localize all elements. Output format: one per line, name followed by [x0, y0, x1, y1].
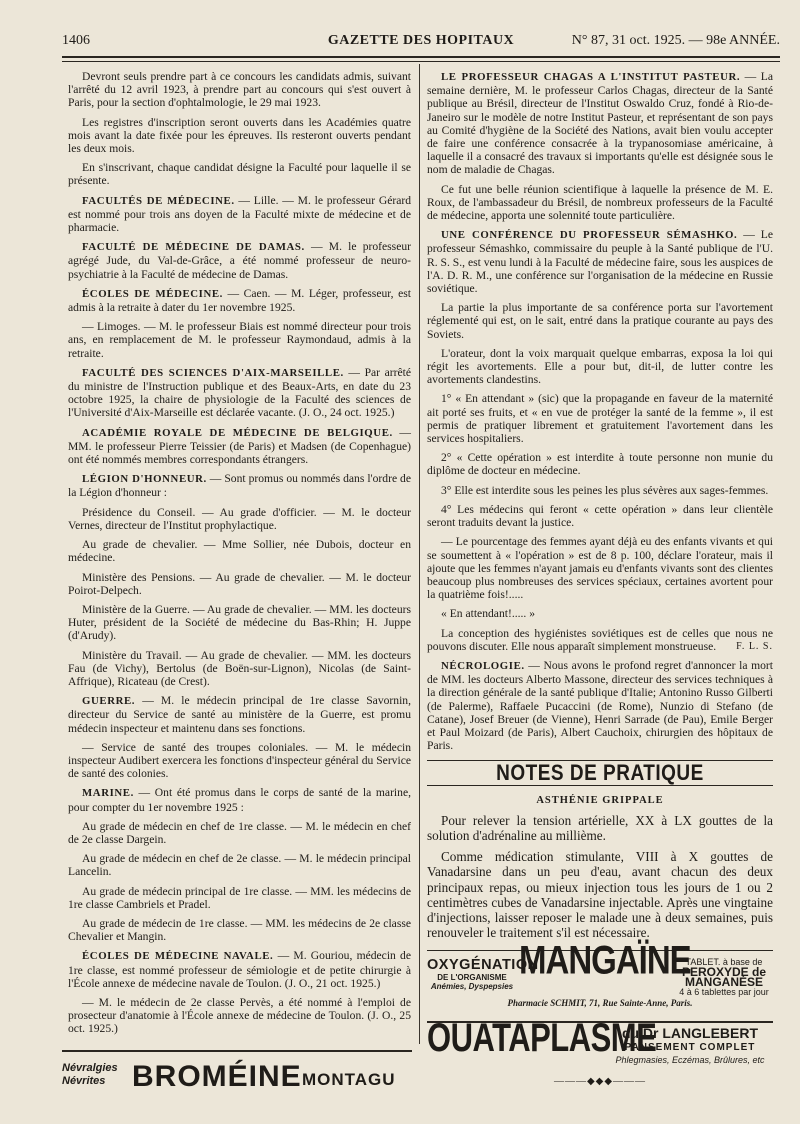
left-paragraph: [68, 786, 411, 813]
left-heading: ÉCOLES DE MÉDECINE NAVALE.: [82, 950, 274, 963]
left-text: — M. Gouriou, médecin de 1re classe, est nommé professeur de sémiologie et de petite chirurgie à l'École annexe de médecine navale de Toulon. (J. O., 21 oct. 1925.): [68, 949, 411, 990]
ouataplasme-indications: Phlegmasies, Eczémas, Brûlures, etc: [615, 1054, 765, 1065]
left-paragraph: [68, 506, 411, 532]
left-heading: MARINE.: [82, 787, 134, 800]
ouataplasme-maker: du Dr LANGLEBERT: [621, 1025, 759, 1042]
right-text: 4° Les médecins qui feront « cette opération » dans leur clientèle seront traduits devant la justice.: [427, 502, 773, 530]
bromeine-indication-1: Névralgies: [62, 1062, 118, 1074]
left-text: Présidence du Conseil. — Au grade d'officier. — M. le docteur Vernes, directeur de l'Institut prophylactique.: [68, 505, 411, 532]
right-text: La conception des hygiénistes soviétiques est de celles que nous ne pouvons discuter. Elle nous apparaît simplement monstrueuse.: [427, 626, 773, 653]
mangaine-tagline-2: DE L'ORGANISME: [437, 972, 507, 982]
notes-paragraph: Pour relever la tension artérielle, XX à LX gouttes de la solution d'adrénaline au millième.: [427, 812, 773, 843]
right-paragraph: [427, 392, 773, 445]
left-paragraph: [68, 287, 411, 314]
left-heading: FACULTÉ DE MÉDECINE DE DAMAS.: [82, 241, 305, 254]
right-text: — Le professeur Sémashko, commissaire du peuple à la Santé publique de l'U. R. S. S., est venu lundi à la Faculté de médecine faire, sous les auspices de l'A. D. R. M., une conférence sur l'organisation de la médecine en Russie soviétique.: [427, 228, 773, 296]
left-text: — Limoges. — M. le professeur Biais est nommé directeur pour trois ans, en remplacement de M. le professeur Raymondaud, admis à la retraite.: [68, 320, 411, 360]
column-separator: [419, 64, 420, 1044]
mangaine-brand: MANGAÏNE: [519, 937, 691, 983]
right-paragraph: [427, 183, 773, 223]
left-paragraph: [68, 820, 411, 846]
right-text: — La semaine dernière, M. le professeur Carlos Chagas, directeur de la Santé publique au Brésil, directeur de l'Institut Oswaldo Cruz, fondé à Rio-de-Janeiro sur le modèle de notre Institut Pasteur, et représentant de son pays au Comité d'hygiène de la Société des Nations, avait bien voulu accepter de faire une conférence consacrée à la trypanosomiase américaine, à laquelle il a consacré des travaux si importants qu'elle est désignée sous le nom de maladie de Chagas.: [427, 70, 773, 177]
ouataplasme-brand: OUATAPLASME: [427, 1015, 657, 1061]
left-paragraph: [68, 649, 411, 689]
right-text: Ce fut une belle réunion scientifique à laquelle la présence de M. E. Roux, de l'ambassadeur du Brésil, de nombreux professeurs de la Faculté de médecine, apporta une solennité toute particulière.: [427, 182, 773, 223]
right-text: 1° « En attendant » (sic) que la propagande en faveur de la maternité ait porté ses fruits, et « en vue de protéger la santé de la femme », il est permis de pratiquer librement et gratuitement l'avortement dans les services hospitaliers.: [427, 392, 773, 446]
left-heading: FACULTÉS DE MÉDECINE.: [82, 194, 235, 207]
ouataplasme-product: PANSEMENT COMPLET: [624, 1041, 756, 1053]
left-paragraph: [68, 538, 411, 564]
right-text: « En attendant!..... »: [441, 607, 536, 621]
ornament-divider: ———◆◆◆———: [553, 1076, 647, 1088]
ouataplasme-advertisement: [427, 1015, 773, 1088]
page-number: 1406: [62, 33, 90, 48]
left-text: Au grade de médecin en chef de 2e classe. — M. le médecin principal Lancelin.: [68, 852, 411, 879]
author-signature: F. L. S.: [736, 640, 773, 652]
issue-line: N° 87, 31 oct. 1925. — 98e ANNÉE.: [571, 33, 780, 48]
left-text: — Service de santé des troupes coloniales. — M. le médecin inspecteur Audibert exercera les fonctions d'inspecteur général du Service de santé des colonies.: [68, 740, 411, 781]
left-paragraph: [68, 996, 411, 1036]
left-heading: GUERRE.: [82, 695, 136, 708]
right-paragraph: [427, 70, 773, 177]
left-text: Ministère du Travail. — Au grade de chevalier. — MM. les docteurs Fau (de Vichy), Bertolus (de Boën-sur-Lignon), Nicolas (de Saint-Affrique), Ricateau (de Crest).: [68, 648, 411, 688]
bromeine-advertisement: [62, 1050, 412, 1102]
left-text: En s'inscrivant, chaque candidat désigne la Faculté pour laquelle il se présente.: [68, 161, 411, 188]
right-paragraph: [427, 451, 773, 477]
journal-title: GAZETTE DES HOPITAUX: [327, 33, 515, 48]
left-paragraph: [68, 426, 411, 467]
left-column: [68, 70, 411, 1042]
right-paragraph: [427, 627, 773, 653]
mangaine-dosage: 4 à 6 tablettes par jour: [679, 987, 769, 998]
mangaine-form: TABLET. à base de: [685, 957, 763, 968]
left-paragraph: [68, 320, 411, 360]
right-paragraph: [427, 484, 773, 497]
left-text: Au grade de médecin principal de 1re classe. — MM. les médecins de 1re classe Cambriels et Pradel.: [68, 884, 411, 911]
mangaine-compound: PEROXYDE de MANGANÈSE: [681, 965, 767, 990]
left-paragraph: [68, 240, 411, 281]
left-paragraph: [68, 116, 411, 156]
right-text: — Le pourcentage des femmes ayant déjà eu des enfants vivants et qui se soumettent à « l'opération » est de 8 p. 100, déclare l'orateur, mais il ajoute que les femmes n'ayant jamais eu d'enfants vivants sont des clientes beaucoup plus nombreuses des services spéciaux, certaines avortent pour la quatrième fois!.....: [427, 535, 773, 602]
mangaine-advertisement: [427, 937, 773, 1015]
left-paragraph: [68, 741, 411, 781]
right-paragraph: [427, 659, 773, 752]
mangaine-indications: Anémies, Dyspepsies: [430, 981, 514, 991]
header-rule-thin: [62, 61, 780, 62]
right-paragraph: [427, 301, 773, 341]
right-column: [427, 70, 773, 1088]
right-column-articles: [427, 70, 773, 752]
left-heading: ACADÉMIE ROYALE DE MÉDECINE DE BELGIQUE.: [82, 426, 393, 439]
bromeine-brand: BROMÉINE: [132, 1060, 302, 1093]
left-text: — Ont été promus dans le corps de santé de la marine, pour compter du 1er novembre 1925 :: [68, 786, 411, 814]
left-paragraph: [68, 70, 411, 110]
left-text: — Caen. — M. Léger, professeur, est admis à la retraite à dater du 1er novembre 1925.: [68, 286, 411, 315]
right-paragraph: [427, 503, 773, 529]
left-paragraph: [68, 603, 411, 643]
left-heading: LÉGION D'HONNEUR.: [82, 473, 207, 486]
left-paragraph: [68, 917, 411, 943]
left-text: Devront seuls prendre part à ce concours les candidats admis, suivant l'arrêté du 12 avril 1923, à prendre part au concours qui s'est ouvert à Paris, pour la section d'ophtalmologie, le 29 mai 1923.: [68, 70, 411, 110]
notes-paragraph: Comme médication stimulante, VIII à X gouttes de Vanadarsine dans un peu d'eau, avant chacun des deux principaux repas, ou mieux injection tous les jours de 1 ou 2 centimètres cubes de Vanadarsine injectable. Après une vingtaine d'injections, laisser reposer le malade une à deux semaines, puis renouveler le traitement s'il est nécessaire.: [427, 849, 773, 941]
right-heading: NÉCROLOGIE.: [441, 659, 525, 672]
left-text: — M. le professeur agrégé Jude, du Val-de-Grâce, a été nommé professeur de neuro-psychiatrie à la Faculté de médecine de Damas.: [68, 240, 411, 281]
right-paragraph: [427, 535, 773, 601]
right-text: 2° « Cette opération » est interdite à toute personne non munie du diplôme de docteur en médecine.: [427, 451, 773, 478]
left-text: Au grade de chevalier. — Mme Sollier, née Dubois, docteur en médecine.: [68, 538, 411, 565]
right-heading: LE PROFESSEUR CHAGAS A L'INSTITUT PASTEUR.: [441, 71, 741, 83]
notes-body: [427, 813, 773, 941]
left-paragraph: [68, 366, 411, 420]
right-paragraph: [427, 607, 773, 620]
notes-subtitle: ASTHÉNIE GRIPPALE: [536, 794, 664, 806]
left-text: — M. le médecin principal de 1re classe Savornin, directeur du Service de santé au ministère de la Guerre, est promu médecin inspecteur et maintenu dans ses fonctions.: [68, 694, 411, 735]
left-text: — Par arrêté du ministre de l'Instruction publique et des Beaux-Arts, en date du 23 octobre 1925, la chaire de physiologie de la Faculté des sciences de l'Université d'Aix-Marseille est déclarée vacante. (J. O., 24 oct. 1925.): [68, 365, 411, 420]
left-text: Au grade de médecin en chef de 1re classe. — M. le médecin en chef de 2e classe Dargein.: [68, 819, 411, 846]
mangaine-left: [427, 957, 539, 991]
left-text: — MM. le professeur Pierre Teissier (de Paris) et Madsen (de Copenhague) ont été nommés membres correspondants étrangers.: [68, 425, 411, 467]
ouataplasme-right: [605, 1027, 775, 1067]
left-text: Ministère des Pensions. — Au grade de chevalier. — M. le docteur Poirot-Delpech.: [68, 570, 411, 597]
right-heading: UNE CONFÉRENCE DU PROFESSEUR SÉMASHKO.: [441, 229, 738, 242]
left-paragraph: [68, 194, 411, 235]
bromeine-indications: [62, 1062, 118, 1088]
bromeine-indication-2: Névrites: [62, 1075, 106, 1087]
mangaine-pharmacy: Pharmacie SCHMIT, 71, Rue Sainte-Anne, Paris.: [507, 998, 693, 1009]
left-text: — Sont promus ou nommés dans l'ordre de la Légion d'honneur :: [68, 472, 412, 500]
right-text: — Nous avons le profond regret d'annoncer la mort de MM. les docteurs Alberto Massone, directeur des services techniques à la direction générale de la santé publique d'Italie; Antonino Russo Gilberti (de Palerme), Raffaele Pucaccini (de Rome), Nunzio di Stefano (de Catane), Josef Breuer (de Vienne), Henri Sarrade (de Pau), Emile Berger et Paul Moizard (de Paris), Albert Cauchoix, chirurgien des hôpitaux de Paris.: [427, 658, 773, 753]
left-text: Ministère de la Guerre. — Au grade de chevalier. — MM. les docteurs Huter, président de la Société de médecine du Bas-Rhin; H. Juppe (d'Arudy).: [68, 602, 411, 643]
left-heading: FACULTÉ DES SCIENCES D'AIX-MARSEILLE.: [82, 366, 344, 379]
left-heading: ÉCOLES DE MÉDECINE.: [82, 287, 223, 300]
left-paragraph: [68, 949, 411, 990]
right-text: L'orateur, dont la voix marquait quelque embarras, exposa la loi qui régit les avortements. Elle a pour but, dit-il, de lutter contre les avortements clandestins.: [427, 346, 773, 387]
left-text: — M. le médecin de 2e classe Pervès, a été nommé à l'emploi de prosecteur d'anatomie à l'École annexe de médecine de Toulon. (J. O., 25 oct. 1925.): [68, 995, 411, 1036]
left-paragraph: [68, 694, 411, 735]
bromeine-maker: MONTAGU: [302, 1070, 396, 1089]
header-rule: [62, 56, 780, 58]
notes-section-header: [427, 760, 773, 785]
page-header: [62, 33, 780, 51]
left-paragraph: [68, 472, 411, 499]
left-paragraph: [68, 571, 411, 597]
left-paragraph: [68, 161, 411, 187]
left-text: — Lille. — M. le professeur Gérard est nommé pour trois ans doyen de la Faculté mixte de médecine et de pharmacie.: [68, 193, 412, 235]
left-paragraph: [68, 852, 411, 878]
right-text: La partie la plus importante de sa conférence porta sur l'avortement réglementé qui est, on le sait, entré dans la pratique courante au pays des Soviets.: [427, 301, 773, 341]
right-paragraph: [427, 228, 773, 295]
right-paragraph: [427, 347, 773, 387]
left-text: Les registres d'inscription seront ouverts dans les Académies quatre mois avant la date fixée pour les épreuves. Ils resteront ouverts pendant les deux mois.: [68, 115, 411, 156]
mangaine-right: [674, 957, 774, 997]
notes-title: NOTES DE PRATIQUE: [496, 761, 704, 786]
left-text: Au grade de médecin de 1re classe. — MM. les médecins de 2e classe Chevalier et Mangin.: [68, 916, 411, 944]
mangaine-tagline: OXYGÉNATION: [427, 957, 539, 974]
right-text: 3° Elle est interdite sous les peines les plus sévères aux sages-femmes.: [441, 483, 769, 497]
left-paragraph: [68, 885, 411, 911]
